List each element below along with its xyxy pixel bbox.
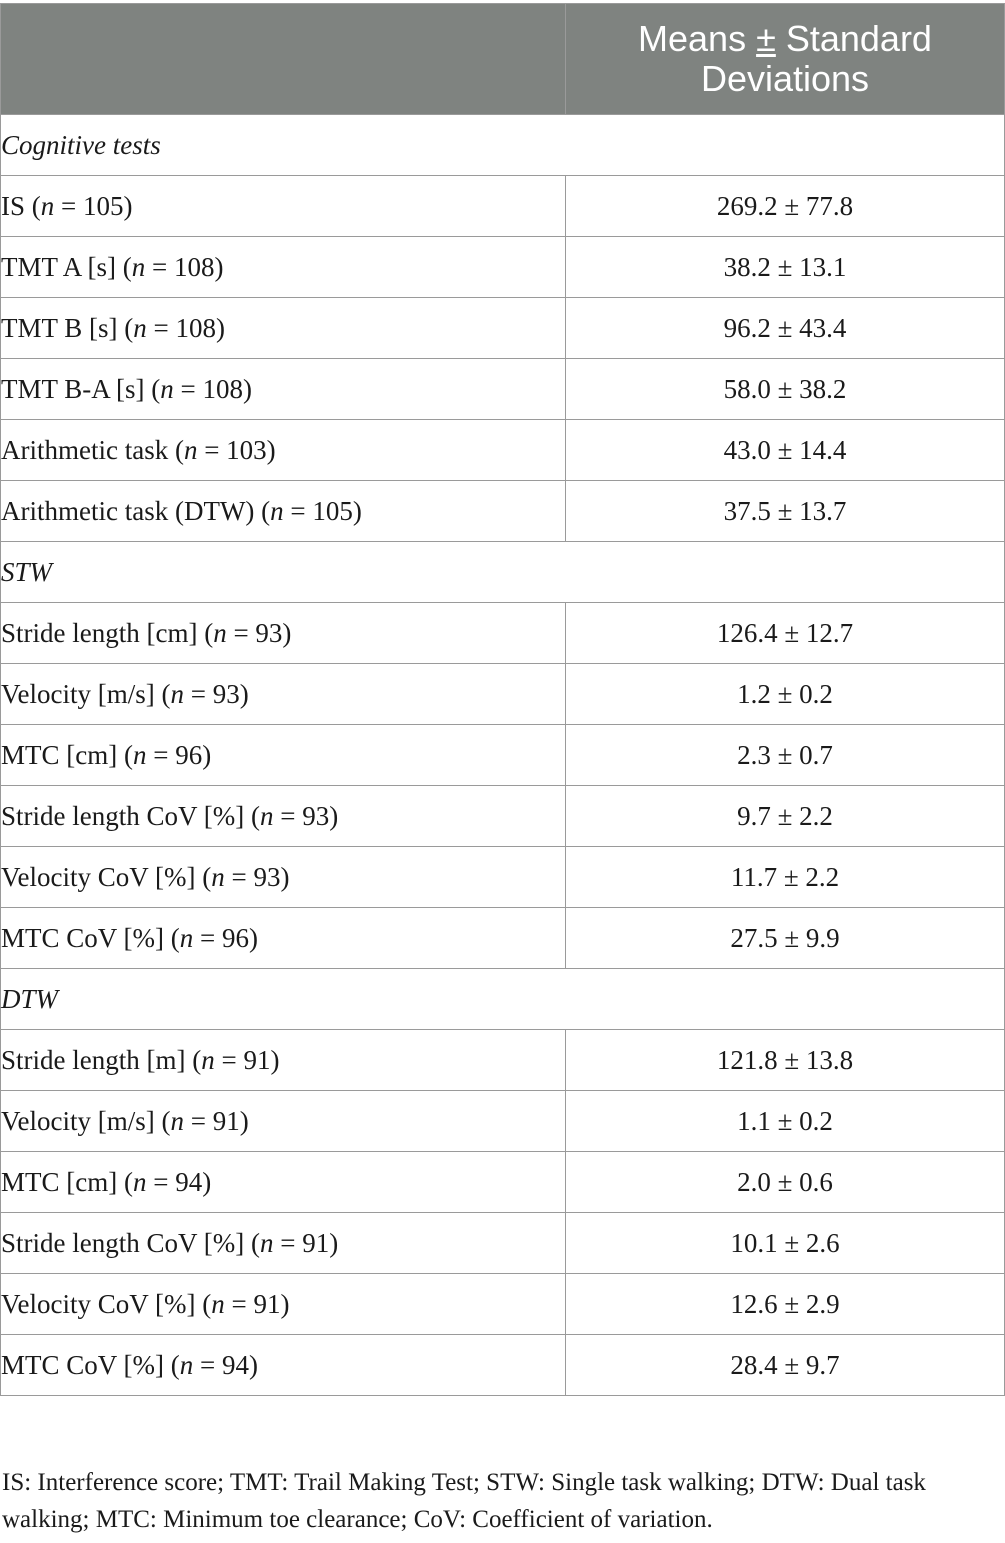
label-text: MTC [cm] ( xyxy=(1,739,133,770)
table-footnote: IS: Interference score; TMT: Trail Making Test; STW: Single task walking; DTW: Dual task walking; MTC: Minimum toe clearance; CoV: Coefficient of variation. xyxy=(2,1469,926,1533)
n-count: = 93) xyxy=(183,678,249,709)
n-count: = 93) xyxy=(224,861,290,892)
section-title: STW xyxy=(1,542,1005,603)
n-symbol: n xyxy=(211,861,225,892)
n-symbol: n xyxy=(259,1227,274,1258)
table-row xyxy=(1,908,1005,969)
n-symbol: n xyxy=(213,617,227,648)
row-label xyxy=(1,298,566,359)
table-row xyxy=(1,1091,1005,1152)
header-plus-minus: ± xyxy=(756,18,776,59)
row-label xyxy=(1,1213,566,1274)
table-row xyxy=(1,1213,1005,1274)
row-value: 11.7 ± 2.2 xyxy=(566,847,1005,908)
section-title: Cognitive tests xyxy=(1,115,1005,176)
n-symbol: n xyxy=(259,800,274,831)
label-text: MTC CoV [%] ( xyxy=(1,1349,180,1380)
row-label xyxy=(1,908,566,969)
section-row-stw xyxy=(1,542,1005,603)
n-count: = 91) xyxy=(183,1105,249,1136)
n-count: = 108) xyxy=(145,251,224,282)
row-label xyxy=(1,603,566,664)
n-count: = 96) xyxy=(146,739,212,770)
row-label xyxy=(1,359,566,420)
label-text: TMT A [s] ( xyxy=(1,251,132,282)
label-text: MTC CoV [%] ( xyxy=(1,922,180,953)
table-row xyxy=(1,359,1005,420)
table-row xyxy=(1,786,1005,847)
label-text: TMT B [s] ( xyxy=(1,312,134,343)
table-row xyxy=(1,481,1005,542)
label-text: Velocity CoV [%] ( xyxy=(1,1288,212,1319)
label-text: Arithmetic task ( xyxy=(1,434,184,465)
table-row xyxy=(1,298,1005,359)
n-symbol: n xyxy=(270,495,284,526)
header-means-text: Means xyxy=(638,18,757,59)
header-means-sd xyxy=(566,4,1005,115)
n-count: = 105) xyxy=(54,190,133,221)
n-symbol: n xyxy=(183,434,198,465)
label-text: TMT B-A [s] ( xyxy=(1,373,161,404)
section-row-cognitive-tests xyxy=(1,115,1005,176)
row-label xyxy=(1,420,566,481)
n-symbol: n xyxy=(132,1166,147,1197)
table-row xyxy=(1,664,1005,725)
statistics-table xyxy=(0,3,1005,1396)
row-value: 121.8 ± 13.8 xyxy=(566,1030,1005,1091)
label-text: Velocity CoV [%] ( xyxy=(1,861,212,892)
table-row xyxy=(1,1152,1005,1213)
n-symbol: n xyxy=(211,1288,225,1319)
row-label xyxy=(1,1152,566,1213)
label-text: MTC [cm] ( xyxy=(1,1166,133,1197)
n-count: = 94) xyxy=(146,1166,212,1197)
n-symbol: n xyxy=(131,251,146,282)
section-row-dtw xyxy=(1,969,1005,1030)
row-label xyxy=(1,1335,566,1396)
row-label xyxy=(1,176,566,237)
label-text: IS ( xyxy=(1,190,41,221)
row-value: 1.2 ± 0.2 xyxy=(566,664,1005,725)
row-value: 269.2 ± 77.8 xyxy=(566,176,1005,237)
table-header xyxy=(1,4,1005,115)
table-row xyxy=(1,725,1005,786)
n-count: = 93) xyxy=(226,617,292,648)
row-value: 2.0 ± 0.6 xyxy=(566,1152,1005,1213)
n-symbol: n xyxy=(179,1349,194,1380)
row-value: 96.2 ± 43.4 xyxy=(566,298,1005,359)
header-sd-text: Standard Deviations xyxy=(700,18,932,99)
label-text: Arithmetic task (DTW) ( xyxy=(1,495,271,526)
n-count: = 91) xyxy=(273,1227,339,1258)
n-symbol: n xyxy=(179,922,194,953)
n-count: = 96) xyxy=(193,922,258,953)
row-label xyxy=(1,1091,566,1152)
n-symbol: n xyxy=(40,190,55,221)
table-row xyxy=(1,1335,1005,1396)
n-symbol: n xyxy=(170,1105,184,1136)
n-count: = 108) xyxy=(146,312,225,343)
n-count: = 91) xyxy=(224,1288,290,1319)
row-value: 9.7 ± 2.2 xyxy=(566,786,1005,847)
table-row xyxy=(1,1274,1005,1335)
n-count: = 94) xyxy=(193,1349,258,1380)
row-label xyxy=(1,786,566,847)
row-value: 38.2 ± 13.1 xyxy=(566,237,1005,298)
table-row xyxy=(1,420,1005,481)
row-label xyxy=(1,847,566,908)
n-count: = 103) xyxy=(197,434,276,465)
table-row xyxy=(1,1030,1005,1091)
n-count: = 108) xyxy=(173,373,252,404)
row-value: 58.0 ± 38.2 xyxy=(566,359,1005,420)
table-row xyxy=(1,603,1005,664)
row-label xyxy=(1,664,566,725)
table-row xyxy=(1,847,1005,908)
row-label xyxy=(1,237,566,298)
n-symbol: n xyxy=(201,1044,215,1075)
label-text: Stride length CoV [%] ( xyxy=(1,800,260,831)
row-value: 43.0 ± 14.4 xyxy=(566,420,1005,481)
row-value: 28.4 ± 9.7 xyxy=(566,1335,1005,1396)
row-label xyxy=(1,1274,566,1335)
label-text: Stride length [m] ( xyxy=(1,1044,202,1075)
table-row xyxy=(1,237,1005,298)
n-symbol: n xyxy=(170,678,184,709)
row-value: 37.5 ± 13.7 xyxy=(566,481,1005,542)
row-value: 27.5 ± 9.9 xyxy=(566,908,1005,969)
header-empty-cell xyxy=(1,4,566,115)
n-symbol: n xyxy=(133,312,147,343)
row-value: 126.4 ± 12.7 xyxy=(566,603,1005,664)
row-label xyxy=(1,481,566,542)
table-body xyxy=(1,115,1005,1396)
row-value: 12.6 ± 2.9 xyxy=(566,1274,1005,1335)
row-label xyxy=(1,725,566,786)
label-text: Stride length [cm] ( xyxy=(1,617,214,648)
n-count: = 91) xyxy=(214,1044,280,1075)
section-title: DTW xyxy=(1,969,1005,1030)
row-value: 2.3 ± 0.7 xyxy=(566,725,1005,786)
label-text: Velocity [m/s] ( xyxy=(1,678,171,709)
label-text: Stride length CoV [%] ( xyxy=(1,1227,260,1258)
row-value: 1.1 ± 0.2 xyxy=(566,1091,1005,1152)
table-row xyxy=(1,176,1005,237)
n-count: = 105) xyxy=(283,495,362,526)
row-label xyxy=(1,1030,566,1091)
n-symbol: n xyxy=(132,739,147,770)
row-value: 10.1 ± 2.6 xyxy=(566,1213,1005,1274)
label-text: Velocity [m/s] ( xyxy=(1,1105,171,1136)
n-count: = 93) xyxy=(273,800,339,831)
n-symbol: n xyxy=(160,373,174,404)
